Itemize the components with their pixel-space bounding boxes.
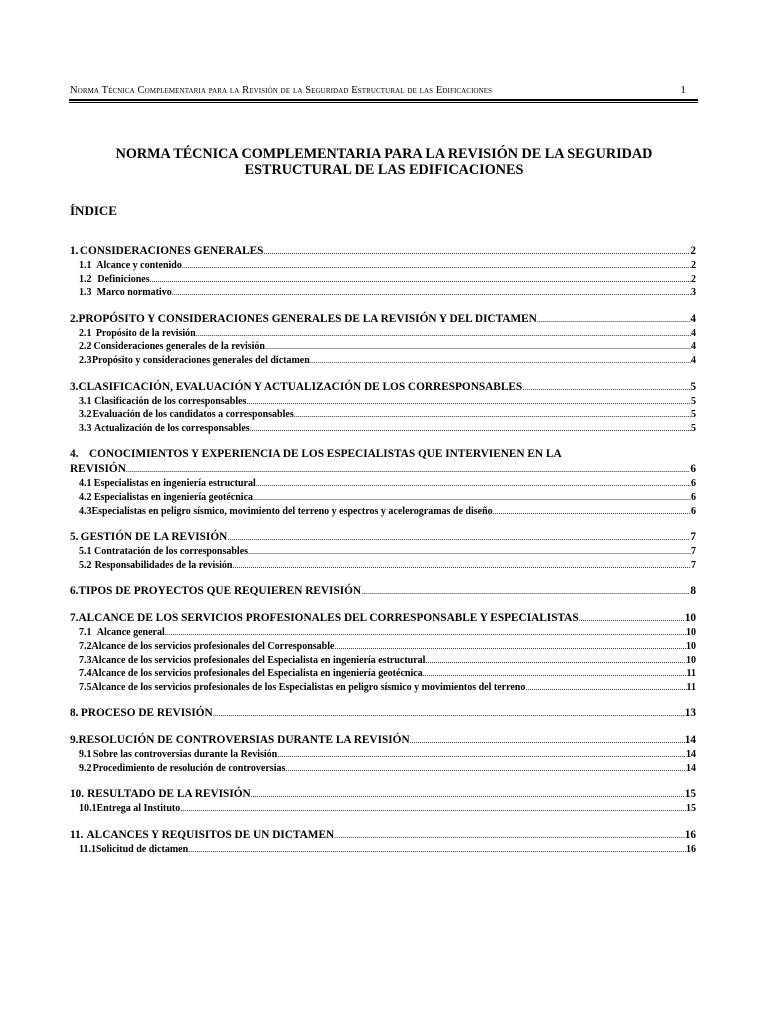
toc-entry-page: 5 <box>690 380 696 393</box>
dot-leader <box>253 491 691 505</box>
toc-subsection-entry[interactable] <box>70 477 696 491</box>
toc-entry-title: ALCANCES Y REQUISITOS DE UN DICTAMEN <box>86 829 335 842</box>
toc-entry-number: 6. <box>70 585 79 598</box>
toc-subsection-entry[interactable] <box>70 505 696 519</box>
toc-entry-page: 4 <box>690 312 696 325</box>
toc-entry-page: 6 <box>691 505 696 517</box>
toc-entry-title: Alcance general <box>96 627 165 639</box>
header-rule-thin <box>69 102 698 103</box>
toc-entry-page: 2 <box>691 273 696 285</box>
running-title: Norma Técnica Complementaria para la Revisión de la Seguridad Estructural de las Edificaciones <box>70 85 493 96</box>
toc-subsection-entry[interactable] <box>70 354 696 368</box>
toc-section-entry[interactable] <box>70 447 696 462</box>
dot-leader <box>196 327 691 341</box>
toc-entry-page: 7 <box>691 559 696 571</box>
toc-subsection-entry[interactable] <box>70 259 696 273</box>
toc-entry-number: 9.1 <box>79 749 92 761</box>
toc-entry-page: 11 <box>686 681 696 693</box>
running-header <box>70 84 686 96</box>
dot-leader <box>525 681 686 695</box>
toc-entry-title: Responsabilidades de la revisión <box>94 559 233 571</box>
toc-entry-page: 16 <box>684 829 696 842</box>
toc-section-entry[interactable] <box>70 530 696 545</box>
toc-entry-number: 3. <box>70 380 79 393</box>
toc-subsection-entry[interactable] <box>70 273 696 287</box>
toc-entry-number: 7.5 <box>79 681 92 693</box>
toc-entry-title: CONSIDERACIONES GENERALES <box>79 245 264 257</box>
toc-section <box>70 733 696 775</box>
toc-section-entry[interactable] <box>70 733 696 748</box>
toc-entry-page: 16 <box>686 844 696 856</box>
toc-entry-page: 2 <box>691 260 696 271</box>
page-number: 1 <box>680 84 686 96</box>
toc-entry-title: GESTIÓN DE LA REVISIÓN <box>80 531 228 544</box>
toc-entry-number: 3.2 <box>79 409 92 421</box>
toc-entry-page: 14 <box>686 749 696 761</box>
dot-leader <box>188 843 686 857</box>
title-line-1: NORMA TÉCNICA COMPLEMENTARIA PARA LA REVISIÓN DE LA SEGURIDAD <box>115 146 653 162</box>
toc-entry-title: Alcance de los servicios profesionales de los Especialistas en peligro sísmico y movimientos del terreno <box>91 681 526 693</box>
toc-entry-number: 2.3 <box>79 354 92 366</box>
toc-section-entry[interactable] <box>70 380 696 395</box>
toc-entry-number: 10. <box>70 788 85 801</box>
toc-entry-number: 3.3 <box>79 422 92 434</box>
dot-leader <box>277 748 686 762</box>
toc-section <box>70 584 696 599</box>
toc-entry-number: 5.2 <box>79 559 92 571</box>
toc-entry-page: 4 <box>691 354 696 366</box>
dot-leader <box>180 802 686 816</box>
toc-entry-page: 15 <box>684 788 696 801</box>
toc-section <box>70 706 696 721</box>
toc-entry-number: 2.2 <box>79 341 92 353</box>
toc-entry-number: 11. <box>70 829 84 842</box>
toc-entry-title: CLASIFICACIÓN, EVALUACIÓN Y ACTUALIZACIÓN DE LOS CORRESPONSABLES <box>78 380 523 393</box>
dot-leader <box>285 762 686 776</box>
toc-entry-title: Actualización de los corresponsables <box>94 422 250 434</box>
toc-entry-number: 4. <box>70 448 79 461</box>
toc-entry-title: Procedimiento de resolución de controversias <box>92 762 286 774</box>
toc-section <box>70 447 696 518</box>
toc-subsection-entry[interactable] <box>70 748 696 762</box>
toc-entry-number: 7.4 <box>79 668 92 680</box>
toc-entry-page: 10 <box>686 640 696 652</box>
toc-entry-title: Consideraciones generales de la revisión <box>93 341 265 353</box>
toc-entry-number: 9.2 <box>79 762 92 774</box>
toc-subsection-entry[interactable] <box>70 626 696 640</box>
toc-subsection-entry[interactable] <box>70 340 696 354</box>
toc-entry-number: 5. <box>70 531 79 544</box>
toc-entry-title: RESOLUCIÓN DE CONTROVERSIAS DURANTE LA REVISIÓN <box>78 734 410 747</box>
toc-entry-page: 3 <box>691 287 696 299</box>
table-of-contents <box>70 244 696 869</box>
dot-leader <box>256 477 691 491</box>
toc-entry-title: Especialistas en peligro sísmico, movimiento del terreno y espectros y acelerogramas de diseño <box>91 505 493 517</box>
toc-section <box>70 244 696 300</box>
toc-section <box>70 828 696 857</box>
dot-leader <box>251 787 685 802</box>
toc-section-entry[interactable] <box>70 611 696 626</box>
toc-entry-title: Alcance de los servicios profesionales del Especialista en ingeniería estructural <box>91 654 426 666</box>
toc-entry-title: Propósito de la revisión <box>95 327 196 339</box>
toc-entry-title: Entrega al Instituto <box>96 803 181 815</box>
toc-entry-number: 7.2 <box>79 640 92 652</box>
dot-leader <box>537 312 691 327</box>
dot-leader <box>334 828 685 843</box>
toc-entry-title: CONOCIMIENTOS Y EXPERIENCIA DE LOS ESPECIALISTAS QUE INTERVIENEN EN LA <box>89 448 562 461</box>
dot-leader <box>213 706 685 721</box>
toc-section <box>70 611 696 694</box>
toc-entry-page: 6 <box>690 463 696 476</box>
dot-leader <box>522 380 690 395</box>
dot-leader <box>410 733 685 748</box>
toc-entry-title: Especialistas en ingeniería geotécnica <box>93 491 254 503</box>
toc-entry-page: 11 <box>686 668 696 680</box>
dot-leader <box>232 559 691 573</box>
dot-leader <box>579 611 685 626</box>
toc-section-entry[interactable] <box>70 706 696 721</box>
toc-subsection-entry[interactable] <box>70 491 696 505</box>
toc-entry-page: 5 <box>691 409 696 421</box>
toc-entry-number: 7.1 <box>79 627 92 639</box>
toc-entry-number: 1.3 <box>79 287 92 299</box>
toc-section-entry[interactable] <box>70 584 696 599</box>
toc-section <box>70 380 696 436</box>
toc-entry-title: ALCANCE DE LOS SERVICIOS PROFESIONALES DEL CORRESPONSABLE Y ESPECIALISTAS <box>78 612 579 625</box>
toc-subsection-entry[interactable] <box>70 667 696 681</box>
dot-leader <box>294 408 691 422</box>
toc-subsection-entry[interactable] <box>70 559 696 573</box>
toc-entry-title: RESULTADO DE LA REVISIÓN <box>87 788 251 801</box>
toc-entry-number: 1.2 <box>79 273 92 285</box>
toc-entry-page: 4 <box>691 341 696 353</box>
toc-entry-title: Contratación de los corresponsables <box>94 546 249 558</box>
toc-entry-page: 4 <box>691 327 696 339</box>
toc-entry-page: 15 <box>686 803 696 815</box>
toc-entry-title: Alcance de los servicios profesionales del Corresponsable <box>91 640 335 652</box>
toc-entry-number: 5.1 <box>79 546 92 558</box>
dot-leader <box>361 584 690 599</box>
dot-leader <box>265 340 691 354</box>
toc-subsection-entry[interactable] <box>70 422 696 436</box>
toc-entry-title: REVISIÓN <box>70 463 126 476</box>
toc-entry-title: Sobre las controversias durante la Revisión <box>92 749 278 761</box>
title-line-2: ESTRUCTURAL DE LAS EDIFICACIONES <box>244 162 524 178</box>
header-rule <box>69 99 698 101</box>
toc-entry-number: 2.1 <box>79 327 92 339</box>
toc-entry-title: Alcance y contenido <box>96 260 182 271</box>
toc-entry-page: 14 <box>686 762 696 774</box>
dot-leader <box>425 654 686 668</box>
toc-entry-title: Marco normativo <box>96 287 172 299</box>
toc-entry-number: 11.1 <box>79 844 96 856</box>
document-title <box>70 146 698 178</box>
toc-section-entry-continued[interactable] <box>70 462 696 477</box>
dot-leader <box>493 505 691 519</box>
toc-subsection-entry[interactable] <box>70 408 696 422</box>
toc-entry-page: 5 <box>691 395 696 407</box>
toc-entry-number: 10.1 <box>79 803 97 815</box>
dot-leader <box>246 395 691 409</box>
toc-entry-page: 6 <box>691 478 696 490</box>
toc-entry-page: 10 <box>684 612 696 625</box>
toc-subsection-entry[interactable] <box>70 681 696 695</box>
toc-section-entry[interactable] <box>70 244 696 259</box>
toc-entry-page: 8 <box>690 585 696 598</box>
toc-section-entry[interactable] <box>70 828 696 843</box>
toc-subsection-entry[interactable] <box>70 843 696 857</box>
toc-entry-page: 13 <box>684 707 696 720</box>
dot-leader <box>248 545 691 559</box>
toc-entry-title: Especialistas en ingeniería estructural <box>93 478 256 490</box>
toc-entry-title: Evaluación de los candidatos a corresponsables <box>92 409 294 421</box>
toc-entry-title: Alcance de los servicios profesionales del Especialista en ingeniería geotécnica <box>91 668 423 680</box>
dot-leader <box>126 462 690 477</box>
toc-entry-title: TIPOS DE PROYECTOS QUE REQUIEREN REVISIÓN <box>78 585 362 598</box>
index-heading: ÍNDICE <box>70 203 117 218</box>
toc-subsection-entry[interactable] <box>70 327 696 341</box>
dot-leader <box>165 626 686 640</box>
toc-entry-number: 1.1 <box>79 260 92 271</box>
toc-entry-page: 7 <box>690 531 696 544</box>
toc-entry-title: PROPÓSITO Y CONSIDERACIONES GENERALES DE LA REVISIÓN Y DEL DICTAMEN <box>78 312 537 325</box>
toc-entry-number: 3.1 <box>79 395 92 407</box>
toc-subsection-entry[interactable] <box>70 654 696 668</box>
toc-entry-page: 5 <box>691 422 696 434</box>
toc-entry-page: 14 <box>684 734 696 747</box>
toc-entry-page: 10 <box>686 654 696 666</box>
toc-section-entry[interactable] <box>70 312 696 327</box>
toc-entry-title: PROCESO DE REVISIÓN <box>80 707 213 720</box>
dot-leader <box>182 259 691 273</box>
dot-leader <box>250 422 691 436</box>
dot-leader <box>423 667 687 681</box>
toc-subsection-entry[interactable] <box>70 802 696 816</box>
toc-subsection-entry[interactable] <box>70 640 696 654</box>
toc-subsection-entry[interactable] <box>70 395 696 409</box>
toc-entry-page: 7 <box>691 546 696 558</box>
dot-leader <box>263 244 690 259</box>
dot-leader <box>310 354 691 368</box>
toc-entry-number: 1. <box>70 245 79 257</box>
toc-entry-number: 9. <box>70 734 79 747</box>
toc-section <box>70 530 696 572</box>
toc-entry-page: 10 <box>686 627 696 639</box>
toc-entry-number: 4.2 <box>79 491 92 503</box>
toc-entry-number: 4.3 <box>79 505 92 517</box>
toc-entry-title: Definiciones <box>97 273 150 285</box>
dot-leader <box>334 640 686 654</box>
dot-leader <box>227 530 690 545</box>
toc-subsection-entry[interactable] <box>70 545 696 559</box>
toc-section <box>70 787 696 816</box>
toc-entry-number: 7.3 <box>79 654 92 666</box>
toc-subsection-entry[interactable] <box>70 762 696 776</box>
toc-section-entry[interactable] <box>70 787 696 802</box>
toc-entry-page: 2 <box>690 245 696 257</box>
toc-entry-title: Clasificación de los corresponsables <box>94 395 247 407</box>
toc-entry-title: Solicitud de dictamen <box>95 844 189 856</box>
dot-leader <box>172 286 691 300</box>
toc-entry-number: 4.1 <box>79 478 92 490</box>
toc-section <box>70 312 696 368</box>
toc-entry-number: 2. <box>70 312 79 325</box>
toc-entry-number: 7. <box>70 612 79 625</box>
dot-leader <box>150 273 691 287</box>
toc-entry-title: Propósito y consideraciones generales del dictamen <box>91 354 310 366</box>
toc-subsection-entry[interactable] <box>70 286 696 300</box>
toc-entry-page: 6 <box>691 491 696 503</box>
toc-entry-number: 8. <box>70 707 79 720</box>
